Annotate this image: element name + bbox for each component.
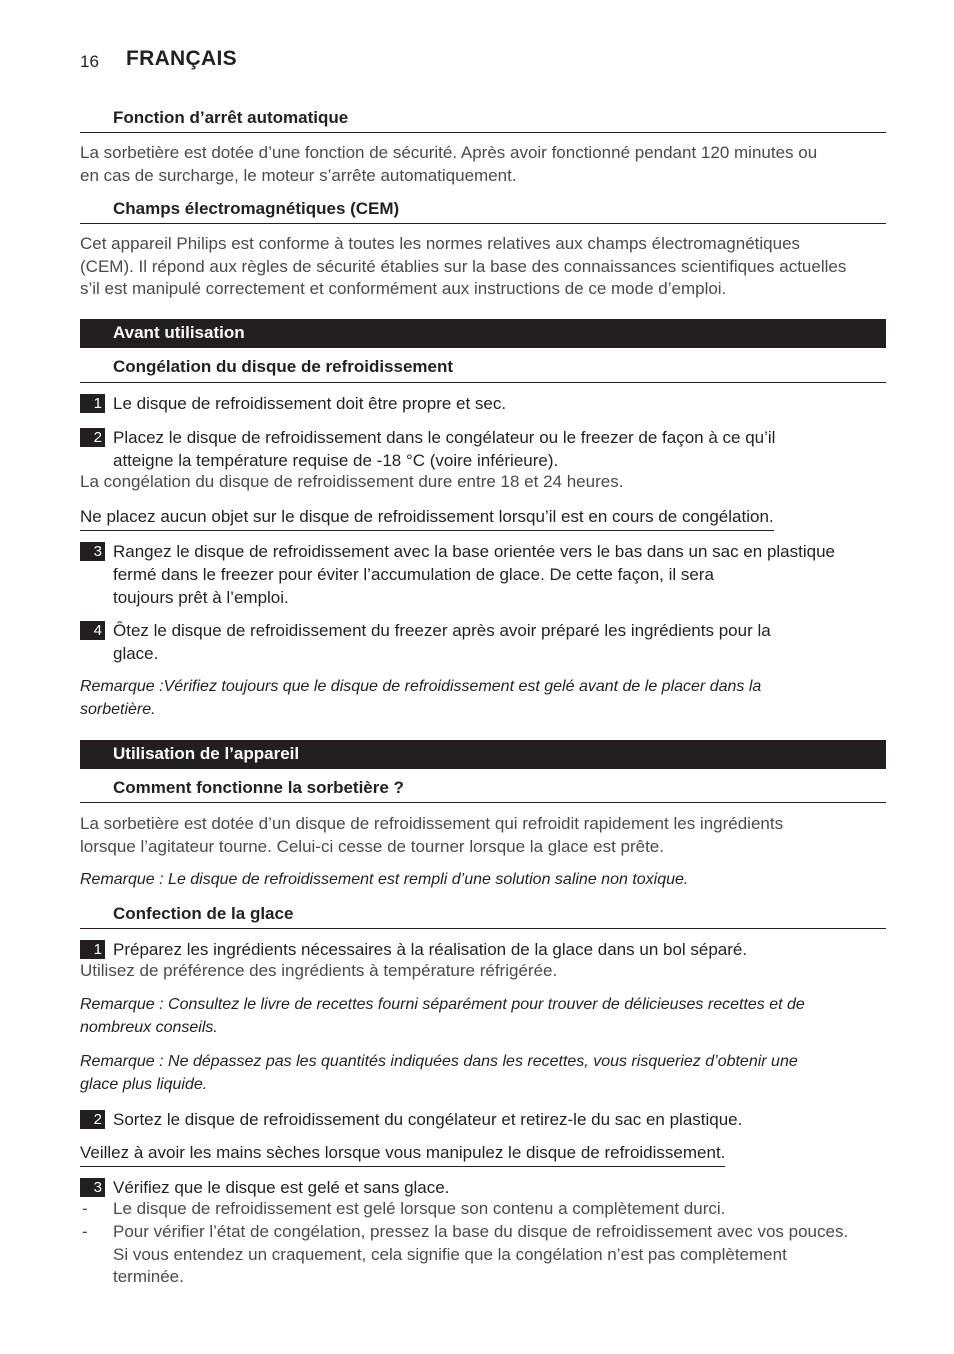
paragraph-auto-stop (80, 142, 890, 187)
step-number: 3 (80, 1178, 105, 1197)
note-line: Remarque : Ne dépassez pas les quantités indiquées dans les recettes, vous risqueriez d’obtenir une (80, 1053, 798, 1070)
note-line: nombreux conseils. (80, 1018, 218, 1036)
page-number: 16 (80, 52, 99, 71)
step-text: toujours prêt à l’emploi. (113, 588, 289, 607)
step-number: 1 (80, 940, 105, 959)
bullet-text: Si vous entendez un craquement, cela signifie que la congélation n’est pas complètement (113, 1244, 787, 1264)
step-text: Vérifiez que le disque est gelé et sans glace. (113, 1178, 450, 1197)
note-saline: Remarque : Le disque de refroidissement est rempli d’une solution saline non toxique. (80, 871, 689, 888)
divider (80, 223, 886, 224)
bullet-item (80, 1221, 890, 1289)
section-bar-before-use (80, 319, 886, 348)
text-line: s’il est manipulé correctement et conformément aux instructions de ce mode d’emploi. (80, 279, 727, 298)
text-line: Cet appareil Philips est conforme à toutes les normes relatives aux champs électromagnétiques (80, 234, 801, 253)
section-bar-using (80, 740, 886, 769)
step-number: 3 (80, 542, 105, 561)
paragraph-emf (80, 233, 890, 301)
step-text: Sortez le disque de refroidissement du congélateur et retirez-le du sac en plastique. (113, 1110, 743, 1129)
text-line: La sorbetière est dotée d’une fonction de sécurité. Après avoir fonctionné pendant 120 minutes ou (80, 143, 818, 162)
divider (80, 132, 886, 133)
step-number: 2 (80, 1110, 105, 1129)
step-2-info: La congélation du disque de refroidissement dure entre 18 et 24 heures. (80, 472, 624, 491)
subheading-freezing: Congélation du disque de refroidissement (113, 357, 454, 376)
step-text: atteigne la température requise de -18 °C (voire inférieure). (113, 451, 559, 470)
step-text: Placez le disque de refroidissement dans le congélateur ou le freezer de façon à ce qu’il (113, 428, 776, 447)
step-number: 4 (80, 621, 105, 640)
bullet-text: terminée. (113, 1267, 184, 1286)
step-1 (80, 938, 890, 962)
divider (80, 382, 886, 383)
divider (80, 802, 886, 803)
text-line: lorsque l’agitateur tourne. Celui-ci cesse de tourner lorsque la glace est prête. (80, 836, 664, 856)
step-text: Le disque de refroidissement doit être propre et sec. (113, 394, 507, 413)
subheading-auto-stop: Fonction d’arrêt automatique (113, 108, 349, 127)
subheading-how-it-works: Comment fonctionne la sorbetière ? (113, 778, 404, 797)
note-line: Remarque :Vérifiez toujours que le disque de refroidissement est gelé avant de le placer dans la (80, 678, 762, 695)
subheading-making: Confection de la glace (113, 904, 294, 923)
bullet-dash: - (82, 1199, 88, 1218)
text-line: (CEM). Il répond aux règles de sécurité établies sur la base des connaissances scientifiques actuelles (80, 256, 847, 276)
step-1 (80, 392, 890, 416)
step-text: Préparez les ingrédients nécessaires à la réalisation de la glace dans un bol séparé. (113, 940, 748, 959)
paragraph-how-it-works (80, 813, 890, 858)
step-number: 2 (80, 428, 105, 447)
step-text: fermé dans le freezer pour éviter l’accumulation de glace. De cette façon, il sera (113, 565, 714, 584)
step-text: Rangez le disque de refroidissement avec la base orientée vers le bas dans un sac en plastique (113, 542, 835, 561)
divider (80, 928, 886, 929)
bullet-dash: - (82, 1222, 88, 1241)
subheading-emf: Champs électromagnétiques (CEM) (113, 199, 400, 218)
note-line: glace plus liquide. (80, 1075, 208, 1093)
warning-text: Veillez à avoir les mains sèches lorsque vous manipulez le disque de refroidissement. (80, 1142, 725, 1167)
step-4 (80, 619, 890, 665)
note-freezing (80, 676, 890, 721)
step-1-info: Utilisez de préférence des ingrédients à température réfrigérée. (80, 961, 558, 980)
step-3 (80, 540, 890, 609)
language-heading: FRANÇAIS (126, 47, 237, 70)
note-line: sorbetière. (80, 700, 156, 718)
text-line: La sorbetière est dotée d’un disque de refroidissement qui refroidit rapidement les ingrédients (80, 814, 784, 833)
section-title: Avant utilisation (113, 323, 245, 342)
step-text: Ôtez le disque de refroidissement du freezer après avoir préparé les ingrédients pour la (113, 621, 771, 640)
text-line: en cas de surcharge, le moteur s’arrête automatiquement. (80, 165, 517, 185)
warning-text: Ne placez aucun objet sur le disque de refroidissement lorsqu’il est en cours de congélation. (80, 506, 774, 531)
step-2 (80, 1108, 890, 1132)
bullet-text: Le disque de refroidissement est gelé lorsque son contenu a complètement durci. (113, 1199, 726, 1218)
bullet-item (80, 1198, 890, 1221)
note-quantities (80, 1051, 890, 1096)
step-3 (80, 1176, 890, 1200)
step-2 (80, 426, 890, 472)
note-line: Remarque : Consultez le livre de recettes fourni séparément pour trouver de délicieuses recettes et de (80, 996, 805, 1013)
bullet-text: Pour vérifier l’état de congélation, pressez la base du disque de refroidissement avec vos pouces. (113, 1222, 849, 1241)
note-recipes (80, 994, 890, 1039)
step-number: 1 (80, 394, 105, 413)
section-title: Utilisation de l’appareil (113, 744, 300, 763)
step-text: glace. (113, 644, 159, 663)
